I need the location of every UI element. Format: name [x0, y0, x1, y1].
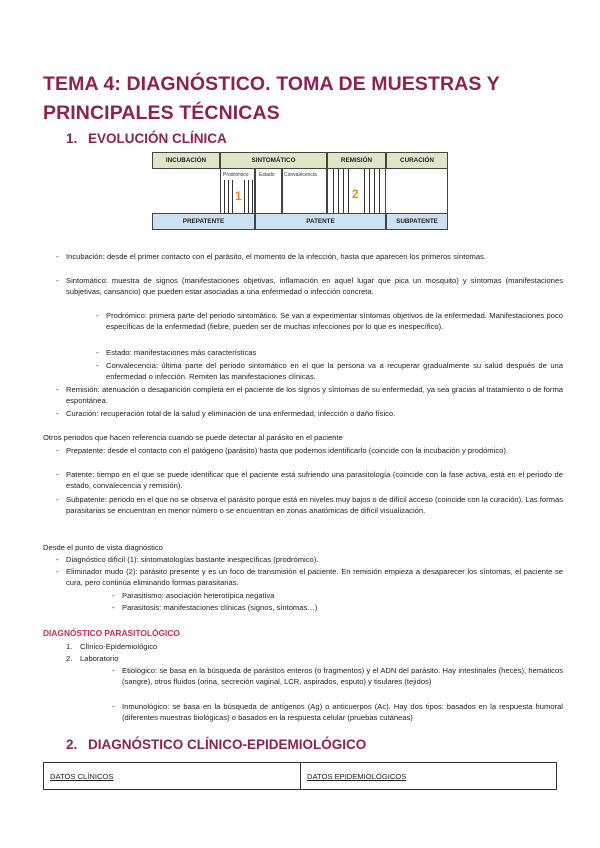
diagram-incubacion: INCUBACIÓN	[152, 152, 220, 169]
diagram-remision: REMISIÓN	[327, 152, 386, 169]
item-eliminador-mudo: Eliminador mudo (2): parásito presente y es un foco de transmisión el paciente. En remisión empieza a desaparecer los síntomas, el paciente se cura, pero continúa eliminando formas parasitarias.	[66, 567, 563, 588]
item-remision: Remisión: atenuación o desaparición completa en el paciente de los signos y síntomas de su enfermedad, ya sea gracias al tratamiento o de forma espontánea.	[66, 385, 563, 406]
item-inmunologico: Inmunológico: se basa en la búsqueda de antígenos (Ag) o anticuerpos (Ac). Hay dos tipos: basados en la respuesta humoral (diferentes muestras biológicas) o basados en la respuesta celular (pruebas cutáneas)	[122, 702, 563, 723]
section-title: DIAGNÓSTICO CLÍNICO-EPIDEMIOLÓGICO	[88, 737, 367, 752]
item-sintomatico: Sintomático: muestra de signos (manifestaciones objetivas, inflamación en aquel lugar que pica un mosquito) y síntomas (manifestaciones subjetivas, cansancio) que pueden estar asociadas a una enfermedad o infección concreta.	[66, 276, 563, 297]
diagram-label-1: 1	[235, 189, 242, 203]
section-heading-evolucion	[66, 131, 227, 146]
item-prodromico: Prodrómico: primera parte del periodo sintomático. Se van a experimentar síntomas objetivos de la enfermedad. Manifestaciones poco específicas de la enfermedad (fiebre, pueden ser de muchas infecciones por lo que es inespecífico).	[106, 311, 563, 332]
dp-item-clinico: Clínico-Epidemiológico	[80, 642, 158, 651]
diagram-curacion-box	[386, 169, 448, 213]
otros-periodos-label: Otros periodos que hacen referencia cuando se puede detectar al parásito en el paciente	[43, 433, 343, 442]
diagram-subpatente: SUBPATENTE	[386, 213, 448, 230]
item-patente: Patente: tiempo en el que se puede identificar que el paciente está sufriendo una parasitología (coincide con la fase activa, está en el periodo de estado, convalecencia y remisión).	[66, 470, 563, 491]
datos-table	[43, 762, 557, 790]
dp-number-2: 2.	[66, 654, 73, 663]
table-header-datos-clinicos: DATOS CLÍNICOS	[44, 763, 301, 789]
item-subpatente: Subpatente: periodo en el que no se observa el parásito porque está en niveles muy bajos o de difícil acceso (coincide con la curación). Las formas parasitarias se encuentran en menor número o se encuentran en zonas anatómicas de difícil visualización.	[66, 495, 563, 516]
clinical-evolution-diagram	[152, 152, 448, 232]
item-prepatente: Prepatente: desde el contacto con el patógeno (parásito) hasta que podemos identificarlo (coincide con la incubación y prodómico).	[66, 446, 508, 455]
diagram-sintomatico: SINTOMÁTICO	[220, 152, 327, 169]
section-number: 2.	[66, 737, 78, 752]
vista-diagnostico-label: Desde el punto de vista diagnóstico	[43, 543, 163, 552]
item-estado: Estado: manifestaciones más características	[106, 348, 257, 357]
document-page: TEMA 4: DIAGNÓSTICO. TOMA DE MUESTRAS Y PRINCIPALES TÉCNICAS 1. EVOLUCIÓN CLÍNICA INCUBACIÓN SINTOMÁTICO REMISIÓN CURACIÓN Prodrómico Estado Convalecencia 1 2 PREPATENTE PATENTE SUBPATENTE - Incubación: desde el primer contacto con el parásito, el momento de la infección, hasta que aparecen los primeros síntomas. - Sintomático: muestra de signos (manifestaciones objetivas, inflamación en aquel lugar que pica un mosquito) y síntomas (manifestaciones subjetivas, cansancio) que pueden estar asociadas a una enfermedad o infección concreta. - Prodrómico: primera parte del periodo sintomático. Se van a experimentar síntomas objetivos de la enfermedad. Manifestaciones poco específicas de la enfermedad (fiebre, pueden ser de muchas infecciones por lo que es inespecífico). - Estado: manifestaciones más características - Convalecencia: última parte del periodo sintomático en el que la persona va a recuperar gradualmente su salud después de una enfermedad o infección. Remiten las manifestaciones clínicas. - Remisión: atenuación o desaparición completa en el paciente de los signos y síntomas de su enfermedad, ya sea gracias al tratamiento o de forma espontánea. - Curación: recuperación total de la salud y eliminación de una enfermedad, infección o daño físico. Otros periodos que hacen referencia cuando se puede detectar al parásito en el paciente - Prepatente: desde el contacto con el patógeno (parásito) hasta que podemos identificarlo (coincide con la incubación y prodómico). - Patente: tiempo en el que se puede identificar que el paciente está sufriendo una parasitología (coincide con la fase activa, está en el periodo de estado, convalecencia y remisión). - Subpatente: periodo en el que no se observa el parásito porque está en niveles muy bajos o de difícil acceso (coincide con la curación). Las formas parasitarias se encuentran en menor número o se encuentran en zonas anatómicas de difícil visualización. Desde el punto de vista diagnóstico - Diagnóstico difícil (1): sintomatologías bastante inespecíficas (prodrómico). - Eliminador mudo (2): parásito presente y es un foco de transmisión el paciente. En remisión empieza a desaparecer los síntomas, el paciente se cura, pero continúa eliminando formas parasitarias. - Parasitismo: asociación heterotípica negativa - Parasitosis: manifestaciones clínicas (signos, síntomas…) DIAGNÓSTICO PARASITOLÓGICO 1. Clínico-Epidemiológico 2. Laboratorio - Etiológico: se basa en la búsqueda de parásitos enteros (o fragmentos) y el ADN del parásito. Hay intestinales (heces), hemáticos (sangre), otros fluidos (orina, secreción vaginal, LCR, aspirados, esputo) y tisulares (tejidos) - Inmunológico: se basa en la búsqueda de antígenos (Ag) o anticuerpos (Ac). Hay dos tipos: basados en la respuesta humoral (diferentes muestras biológicas) o basados en la respuesta celular (pruebas cutáneas) 2. DIAGNÓSTICO CLÍNICO-EPIDEMIOLÓGICO DATOS CLÍNICOS DATOS EPIDEMIOLÓGICOS	[0, 0, 600, 848]
section-title: EVOLUCIÓN CLÍNICA	[88, 131, 227, 146]
diagram-curacion: CURACIÓN	[386, 152, 448, 169]
diagram-sub-convalecencia: Convalecencia	[284, 172, 317, 178]
dp-number-1: 1.	[66, 642, 73, 651]
diagnostico-parasitologico-heading: DIAGNÓSTICO PARASITOLÓGICO	[43, 628, 180, 638]
diagram-sub-prodromico: Prodrómico	[223, 172, 249, 178]
item-parasitismo: Parasitismo: asociación heterotípica negativa	[122, 591, 275, 600]
section-number: 1.	[66, 131, 78, 146]
diagram-label-2: 2	[352, 187, 359, 201]
item-incubacion: Incubación: desde el primer contacto con el parásito, el momento de la infección, hasta que aparecen los primeros síntomas.	[66, 252, 486, 261]
item-curacion: Curación: recuperación total de la salud y eliminación de una enfermedad, infección o daño físico.	[66, 409, 396, 418]
diagram-patente: PATENTE	[255, 213, 386, 230]
diagram-sub-estado: Estado	[259, 172, 275, 178]
item-etiologico: Etiológico: se basa en la búsqueda de parásitos enteros (o fragmentos) y el ADN del parásito. Hay intestinales (heces), hemáticos (sangre), otros fluidos (orina, secreción vaginal, LCR, aspirados, esputo) y tisulares (tejidos)	[122, 666, 563, 687]
diagram-prepatente: PREPATENTE	[152, 213, 255, 230]
item-convalecencia: Convalecencia: última parte del periodo sintomático en el que la persona va a recuperar gradualmente su salud después de una enfermedad o infección. Remiten las manifestaciones clínicas.	[106, 361, 563, 382]
dp-item-laboratorio: Laboratorio	[80, 654, 119, 663]
table-header-datos-epidemiologicos: DATOS EPIDEMIOLÓGICOS	[307, 772, 407, 781]
item-diagnostico-dificil: Diagnóstico difícil (1): sintomatologías bastante inespecíficas (prodrómico).	[66, 555, 319, 564]
item-parasitosis: Parasitosis: manifestaciones clínicas (signos, síntomas…)	[122, 603, 318, 612]
page-title: TEMA 4: DIAGNÓSTICO. TOMA DE MUESTRAS Y PRINCIPALES TÉCNICAS	[43, 73, 500, 124]
section-heading-clinico-epidemiologico	[66, 737, 366, 752]
